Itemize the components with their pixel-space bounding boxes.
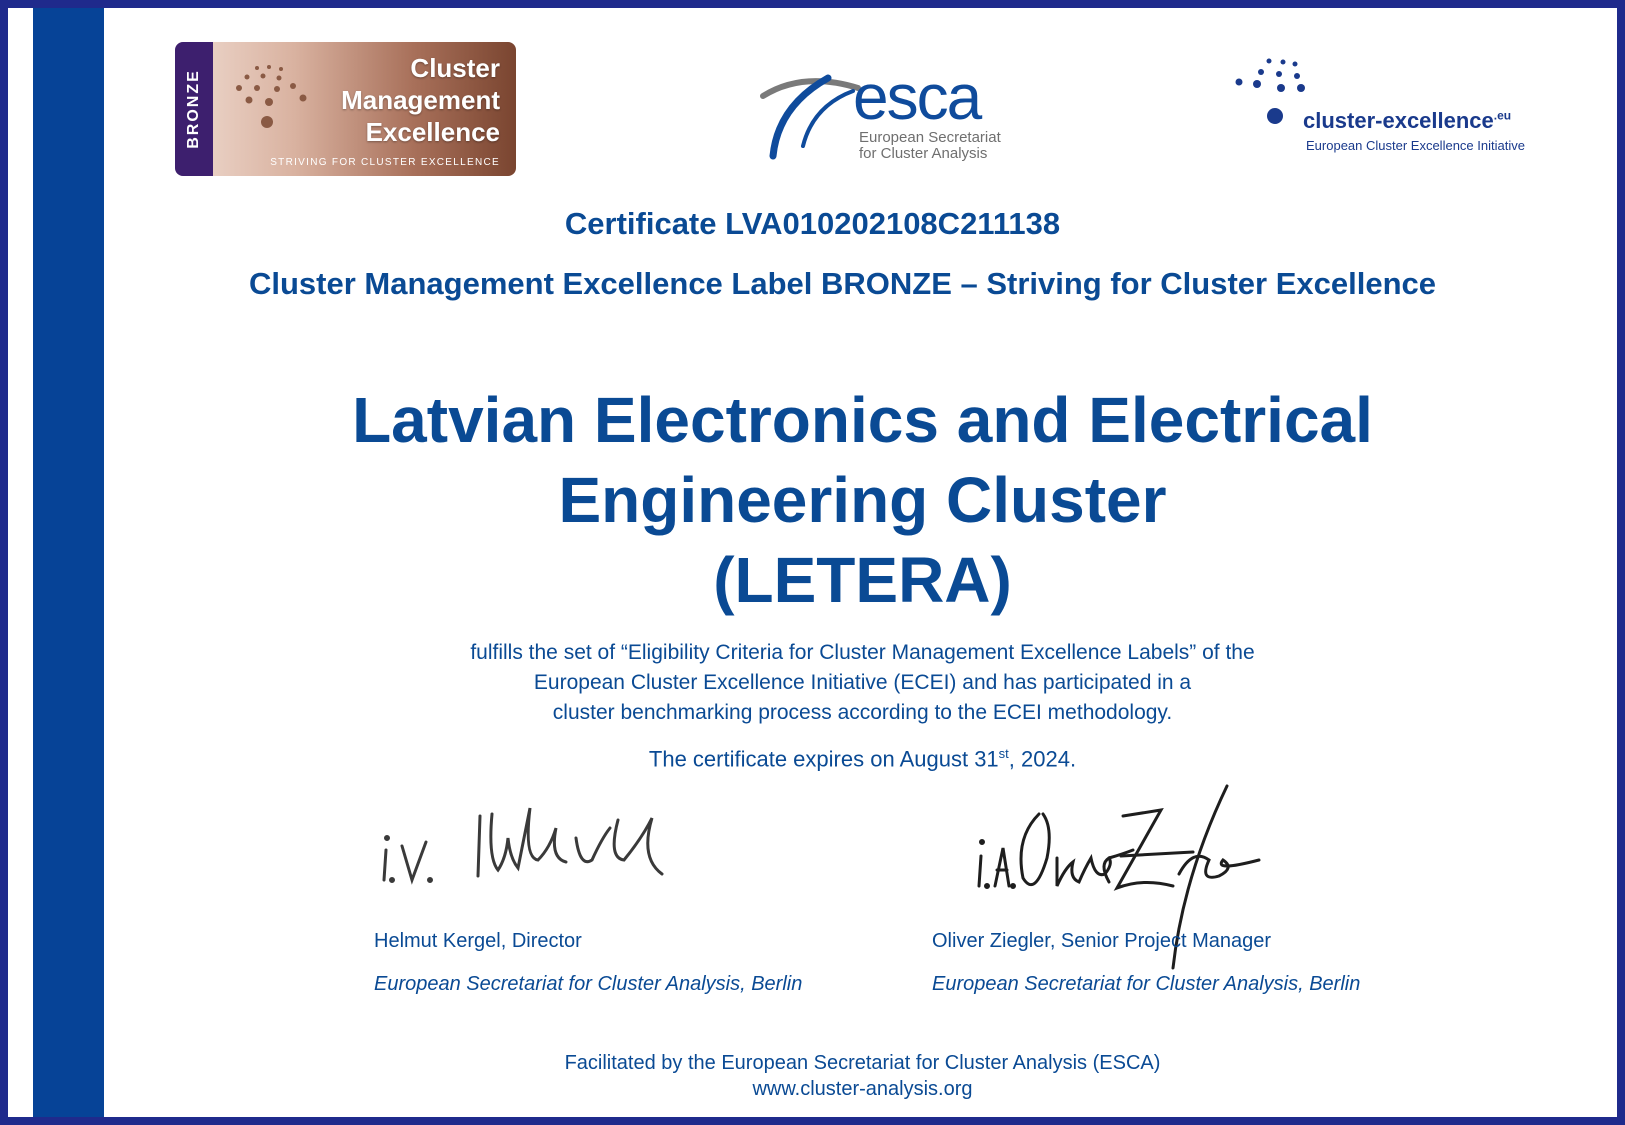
footer — [108, 1050, 1617, 1102]
esca-logo — [753, 61, 1013, 166]
left-signatory-org: European Secretariat for Cluster Analysis, Berlin — [374, 973, 803, 995]
right-signatory — [932, 930, 1360, 996]
certificate-page — [8, 8, 1617, 1117]
badge-tagline: STRIVING FOR CLUSTER EXCELLENCE — [270, 157, 500, 168]
ce-subtitle: European Cluster Excellence Initiative — [1306, 138, 1525, 153]
expiry-text: The certificate expires on August 31st, 2024. — [648, 746, 1077, 772]
side-bar — [33, 8, 104, 1117]
esca-subtitle: European Secretariat for Cluster Analysis — [859, 129, 1001, 162]
footer-url: www.cluster-analysis.org — [752, 1078, 973, 1100]
badge-title: Cluster Management Excellence — [341, 53, 500, 147]
certificate-description: fulfills the set of “Eligibility Criteria for Cluster Management Excellence Labels” of the European Cluster Excellence Initiative (ECEI) and has participated in a cluster benchmarking process according to the ECEI methodology. — [470, 641, 1255, 724]
cluster-name: Latvian Electronics and Electrical Engineering Cluster (LETERA) — [352, 384, 1373, 616]
label-title: Cluster Management Excellence Label BRONZE – Striving for Cluster Excellence — [249, 266, 1436, 301]
right-signatory-name: Oliver Ziegler, Senior Project Manager — [932, 930, 1272, 952]
cluster-excellence-logo — [1233, 56, 1553, 166]
badge-level: BRONZE — [185, 69, 202, 149]
left-signatory-name: Helmut Kergel, Director — [374, 930, 582, 952]
right-signatory-org: European Secretariat for Cluster Analysis, Berlin — [932, 973, 1361, 995]
esca-wordmark: esca — [853, 61, 981, 133]
bronze-badge-logo — [175, 42, 516, 176]
badge-dots-icon — [227, 62, 317, 142]
certificate-number: Certificate LVA010202108C211138 — [564, 206, 1061, 241]
left-signature-icon — [380, 798, 680, 908]
left-signatory — [374, 930, 802, 996]
footer-line: Facilitated by the European Secretariat for Cluster Analysis (ESCA) — [564, 1052, 1161, 1074]
ce-wordmark: cluster-excellence$^{.eu}$ — [1303, 108, 1512, 133]
esca-swoosh-icon — [753, 66, 863, 161]
badge-level-strip — [175, 42, 213, 176]
